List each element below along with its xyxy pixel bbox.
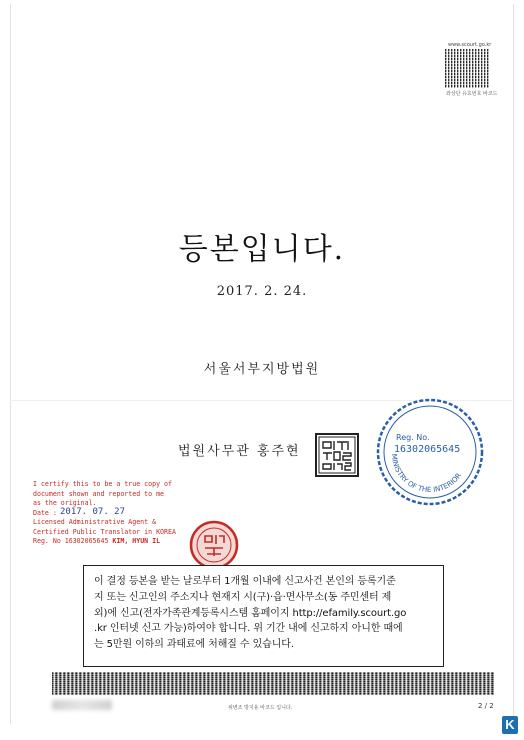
court-url: www.scourt.go.kr bbox=[448, 42, 492, 48]
cert-line: Date : bbox=[33, 508, 57, 517]
cert-reg-number: Reg. No 16302065645 bbox=[33, 537, 109, 545]
top-barcode bbox=[445, 49, 490, 88]
cert-line: as the original. bbox=[33, 499, 97, 507]
notice-line: 이 결정 등본을 받는 날로부터 1개월 이내에 신고사건 본인의 등록기준 bbox=[94, 576, 396, 587]
ministry-seal bbox=[370, 392, 490, 512]
cert-line: Licensed Administrative Agent & bbox=[33, 518, 157, 526]
court-officer: 법원사무관 홍주현 bbox=[178, 444, 301, 459]
redacted-area bbox=[52, 700, 112, 710]
seal-reg-number: 16302065645 bbox=[394, 444, 461, 455]
bottom-barcode bbox=[52, 672, 494, 695]
document-title: 등본입니다. bbox=[178, 232, 346, 267]
k-logo-icon: K bbox=[502, 716, 518, 734]
page-number: 2 / 2 bbox=[478, 702, 494, 710]
court-name: 서울서부지방법원 bbox=[203, 362, 321, 377]
signed-date: 2017. 07. 27 bbox=[60, 507, 126, 517]
seal-reg-label: Reg. No. bbox=[396, 433, 430, 442]
court-seal bbox=[315, 433, 359, 477]
document-date: 2017. 2. 24. bbox=[216, 284, 308, 299]
seal-arc-text: MINISTRY OF THE INTERIOR bbox=[389, 453, 464, 495]
top-barcode-caption: 좌상단 유효번호 바코드 bbox=[446, 91, 498, 97]
bottom-barcode-caption: 위변조 방지용 바코드 입니다. bbox=[228, 705, 293, 711]
cert-line: I certify this to be a true copy of bbox=[33, 480, 172, 488]
notice-line: 외)에 신고(전자가족관계등록시스템 홈페이지 http://efamily.scourt.go bbox=[94, 607, 407, 619]
cert-line: Certified Public Translator in KOREA bbox=[33, 527, 176, 536]
notice-text bbox=[94, 574, 436, 653]
notice-line: 지 또는 신고인의 주소지나 현재지 시(구)·읍·면사무소(동 주민센터 제 bbox=[94, 591, 392, 603]
cert-reg-line bbox=[33, 537, 176, 547]
translator-seal bbox=[188, 519, 240, 571]
notice-box bbox=[83, 565, 444, 667]
translator-name: KIM, HYUN IL bbox=[112, 537, 161, 545]
cert-line: document shown and reported to me bbox=[33, 489, 165, 498]
translator-certification bbox=[33, 480, 176, 547]
notice-line: 는 5만원 이하의 과태료에 처해질 수 있습니다. bbox=[94, 639, 294, 651]
notice-line: .kr 인터넷 신고 가능)하여야 합니다. 위 기간 내에 신고하지 아니한 때에 bbox=[94, 623, 403, 635]
